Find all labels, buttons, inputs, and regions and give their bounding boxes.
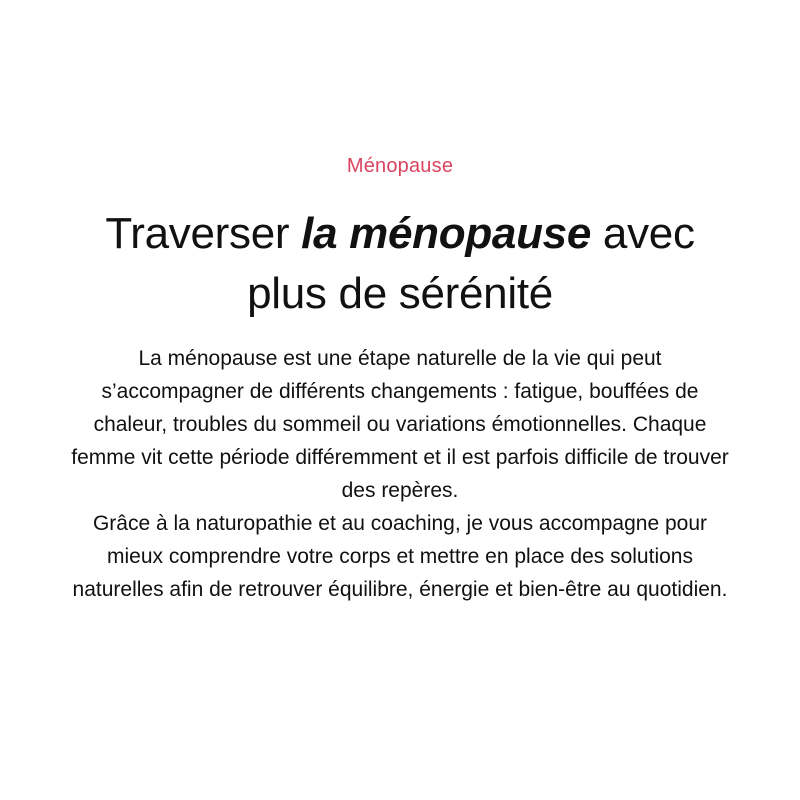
title-text-emphasis: la ménopause — [301, 209, 591, 258]
title-text-before: Traverser — [105, 209, 302, 258]
section-eyebrow-label: Ménopause — [346, 155, 454, 177]
description-paragraph-approach: Grâce à la naturopathie et au coaching, je vous accompagne pour mieux comprendre votre corps et mettre en place des solutions naturelles afin de retrouver équilibre, énergie et bien-être au quotidien. — [72, 512, 728, 601]
description-paragraph-intro: La ménopause est une étape naturelle de la vie qui peut s’accompagner de différents changements : fatigue, bouffées de chaleur, troubles du sommeil ou variations émotionnelles. Chaque femme vit cette période différemment et il est parfois difficile de trouver des repères. — [71, 347, 729, 502]
section-description — [70, 342, 730, 606]
section-title — [60, 204, 740, 324]
title-text-after: avec plus de sérénité — [247, 209, 695, 318]
